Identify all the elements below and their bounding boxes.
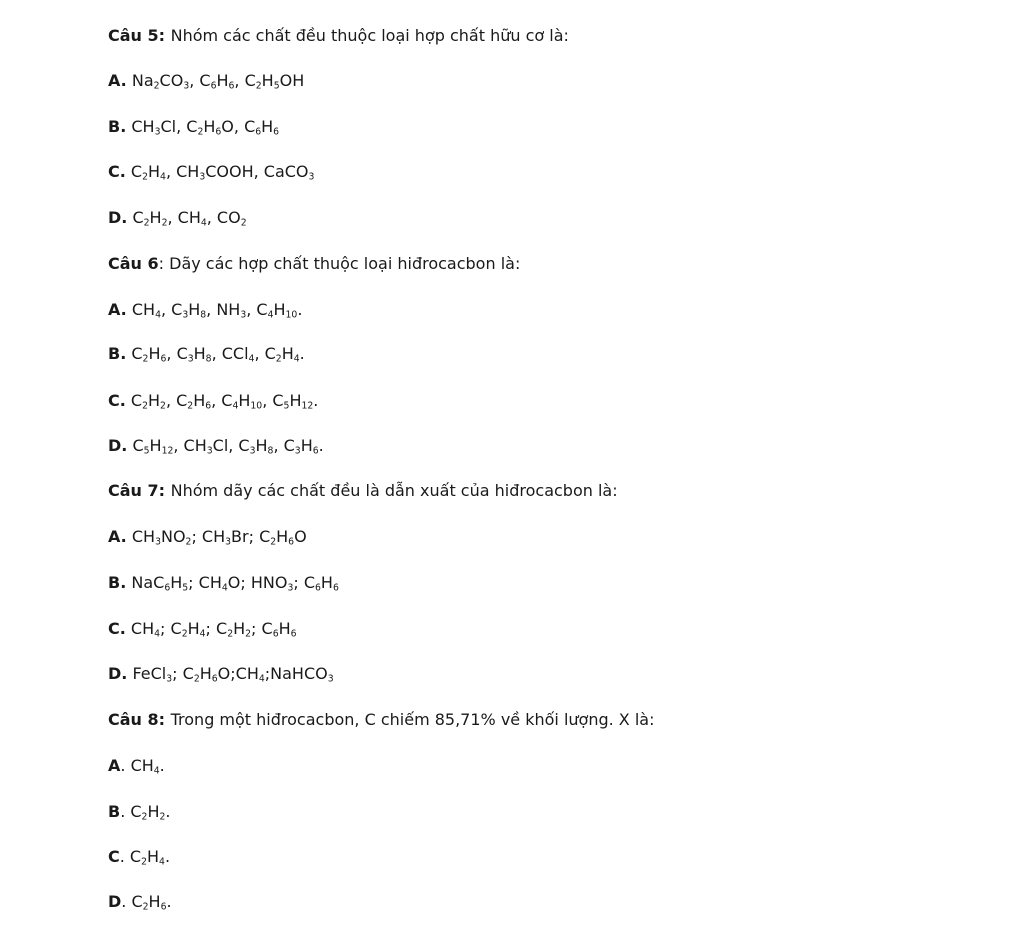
option-formula: $Na_2CO_3$, $C_6H_6$, $C_2H_5OH$ — [131, 71, 305, 92]
option-formula: $CH_3Cl$, $C_2H_6O$, $C_6H_6$ — [131, 117, 280, 138]
label-separator: : — [158, 481, 171, 500]
option-label: C. — [108, 619, 126, 638]
question-label: Câu 5 — [108, 26, 159, 45]
option-label: A. — [108, 527, 127, 546]
option-label: C — [108, 847, 120, 866]
label-separator: : — [158, 254, 170, 273]
question-7-option-d — [108, 664, 334, 684]
option-formula: $C_2H_2$, $C_2H_6$, $C_4H_{10}$, $C_5H_{12}$. — [130, 391, 319, 412]
question-8 — [108, 710, 654, 730]
question-text: Dãy các hợp chất thuộc loại hiđrocacbon là: — [169, 254, 521, 273]
question-text: Trong một hiđrocacbon, C chiếm 85,71% về khối lượng. X là: — [170, 710, 655, 729]
question-8-option-c: C. $C_2H_4$. — [108, 847, 171, 868]
option-formula: $C_2H_6$. — [131, 892, 172, 913]
question-6-option-a — [108, 300, 302, 320]
question-label: Câu 8 — [108, 710, 159, 729]
option-formula: $CH_4$; $C_2H_4$; $C_2H_2$; $C_6H_6$ — [130, 619, 297, 640]
option-label: D. — [108, 664, 128, 683]
option-formula: $CH_3NO_2$; $CH_3Br$; $C_2H_6O$ — [131, 527, 307, 548]
question-5-option-c — [108, 162, 314, 182]
option-formula: $C_2H_2$, $CH_4$, $CO_2$ — [132, 208, 247, 229]
question-5-option-a — [108, 71, 304, 91]
option-formula: $CH_4$. — [130, 756, 165, 777]
option-formula: $CH_4$, $C_3H_8$, $NH_3$, $C_4H_{10}$. — [131, 300, 303, 321]
question-6-option-c — [108, 391, 318, 411]
option-formula: $NaC_6H_5$; $CH_4O$; $HNO_3$; $C_6H_6$ — [131, 573, 339, 594]
question-text: Nhóm các chất đều thuộc loại hợp chất hữu cơ là: — [170, 26, 569, 45]
question-5-option-b — [108, 117, 279, 137]
question-label: Câu 7 — [108, 481, 159, 500]
option-label: A — [108, 756, 121, 775]
question-5-option-d — [108, 208, 247, 228]
option-label: A. — [108, 300, 127, 319]
option-label: D. — [108, 436, 128, 455]
question-7-option-b — [108, 573, 339, 593]
option-formula: $C_2H_2$. — [130, 802, 171, 823]
option-label: C. — [108, 162, 126, 181]
option-formula: FeCl$_3$; $C_2H_6O;CH_4;NaHCO_3$ — [132, 664, 334, 685]
question-8-option-b: B. $C_2H_2$. — [108, 802, 171, 823]
option-formula: $C_2H_4$. — [129, 847, 171, 868]
question-label: Câu 6 — [108, 254, 159, 273]
question-7-option-c — [108, 619, 297, 639]
question-6-option-d — [108, 436, 324, 456]
option-label: B. — [108, 344, 127, 363]
option-label: B. — [108, 573, 127, 592]
option-label: D — [108, 892, 122, 911]
option-label: C. — [108, 391, 126, 410]
question-6 — [108, 254, 520, 274]
question-8-option-d: D. $C_2H_6$. — [108, 892, 172, 913]
question-5 — [108, 26, 569, 46]
question-8-option-a: A. $CH_4$. — [108, 756, 165, 777]
option-label: B — [108, 802, 121, 821]
option-formula: $C_2H_6$, $C_3H_8$, CCl$_4$, $C_2H_4$. — [131, 344, 305, 365]
label-separator: : — [158, 710, 171, 729]
option-label: D. — [108, 208, 128, 227]
option-label: B. — [108, 117, 127, 136]
question-text: Nhóm dãy các chất đều là dẫn xuất của hiđrocacbon là: — [170, 481, 618, 500]
option-label: A. — [108, 71, 127, 90]
question-7 — [108, 481, 618, 501]
option-formula: $C_5H_{12}$, $CH_3Cl$, $C_3H_8$, $C_3H_6$. — [132, 436, 324, 457]
option-formula: $C_2H_4$, $CH_3COOH$, CaCO$_3$ — [130, 162, 315, 183]
question-7-option-a — [108, 527, 307, 547]
label-separator: : — [158, 26, 171, 45]
question-6-option-b — [108, 344, 305, 364]
